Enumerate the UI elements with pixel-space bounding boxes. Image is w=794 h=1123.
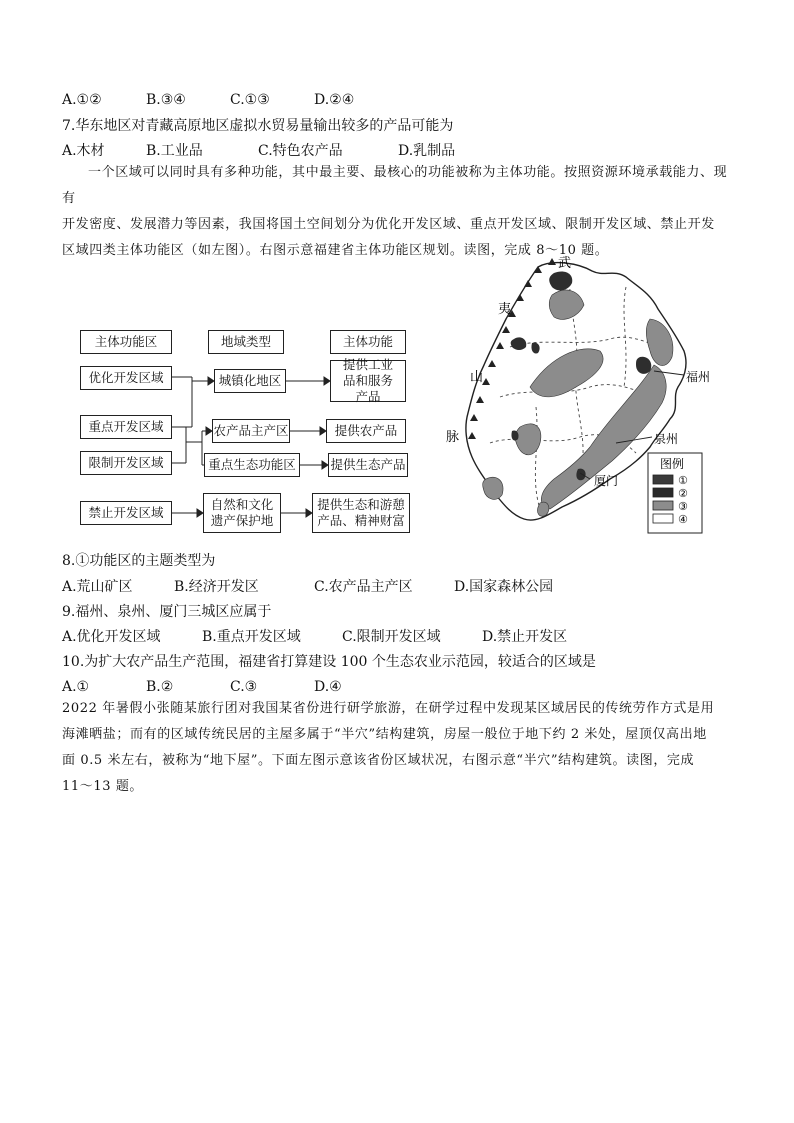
type-heritage: 自然和文化遗产保护地 (203, 493, 281, 533)
legend-mark-3: ③ (678, 500, 688, 513)
flowchart-header-type: 地域类型 (208, 330, 284, 354)
intro-8-10-line: 区域四类主体功能区（如左图）。右图示意福建省主体功能区规划。读图，完成 8～10 题。 (62, 243, 609, 258)
function-agricultural: 提供农产品 (326, 419, 406, 443)
q7-stem: 7.华东地区对青藏高原地区虚拟水贸易量输出较多的产品可能为 (62, 118, 454, 134)
q6-option-b: B.③④ (146, 92, 186, 108)
q8-option-c: C.农产品主产区 (314, 579, 413, 595)
figure-8-10 (62, 247, 732, 537)
function-ecological: 提供生态产品 (328, 453, 408, 477)
q7-option-b: B.工业品 (146, 143, 203, 159)
legend-mark-2: ② (678, 487, 688, 500)
fujian-map (440, 247, 730, 537)
zone-prohibited: 禁止开发区域 (80, 501, 172, 525)
flowchart-header-function: 主体功能 (330, 330, 406, 354)
legend-mark-1: ① (678, 474, 688, 487)
map-legend (648, 453, 702, 533)
q6-option-c: C.①③ (230, 92, 270, 108)
intro-8-10-line: 一个区域可以同时具有多种功能，其中最主要、最核心的功能被称为主体功能。按照资源环境承载能力、现有 (62, 165, 728, 206)
q7-option-c: C.特色农产品 (258, 143, 343, 159)
q6-option-d: D.②④ (314, 92, 355, 108)
mountain-label-char: 夷 (498, 302, 512, 317)
mountain-label-char: 脉 (446, 430, 460, 445)
q9-stem: 9.福州、泉州、厦门三城区应属于 (62, 604, 272, 620)
legend-title: 图例 (660, 457, 685, 471)
q9-option-a: A.优化开发区域 (62, 629, 161, 645)
zone-optimized: 优化开发区域 (80, 366, 172, 390)
type-urban: 城镇化地区 (214, 369, 286, 393)
intro-11-13-line: 面 0.5 米左右，被称为“地下屋”。下面左图示意该省份区域状况，右图示意“半穴”结构建筑。读图，完成 (62, 753, 695, 768)
intro-8-10-line: 开发密度、发展潜力等因素，我国将国土空间划分为优化开发区域、重点开发区域、限制开发区域、禁止开发 (62, 217, 715, 232)
q7-option-d: D.乳制品 (398, 143, 456, 159)
q10-option-d: D.④ (314, 679, 342, 695)
q10-option-c: C.③ (230, 679, 258, 695)
q10-option-b: B.② (146, 679, 174, 695)
flowchart-header-zone: 主体功能区 (80, 330, 172, 354)
intro-11-13-line: 11～13 题。 (62, 779, 144, 794)
q8-stem: 8.①功能区的主题类型为 (62, 553, 216, 569)
intro-11-13-line: 海滩晒盐；而有的区域传统民居的主屋多属于“半穴”结构建筑，房屋一般位于地下约 2 米处，屋顶仅高出地 (62, 727, 707, 742)
intro-11-13-line: 2022 年暑假小张随某旅行团对我国某省份进行研学旅游，在研学过程中发现某区域居民的传统劳作方式是用 (62, 701, 715, 716)
q8-option-b: B.经济开发区 (174, 579, 259, 595)
q8-option-d: D.国家森林公园 (454, 579, 554, 595)
q8-option-a: A.荒山矿区 (62, 579, 133, 595)
q9-option-c: C.限制开发区域 (342, 629, 441, 645)
q10-option-a: A.① (62, 679, 90, 695)
q9-option-b: B.重点开发区域 (202, 629, 301, 645)
city-label-fuzhou: 福州 (686, 370, 711, 384)
function-industrial: 提供工业品和服务产品 (330, 360, 406, 402)
q10-stem: 10.为扩大农产品生产范围，福建省打算建设 100 个生态农业示范园，较适合的区域是 (62, 654, 596, 670)
zone-restricted: 限制开发区域 (80, 451, 172, 475)
zone-key: 重点开发区域 (80, 415, 172, 439)
mountain-label-char: 武 (558, 256, 572, 271)
q9-option-d: D.禁止开发区 (482, 629, 568, 645)
type-agricultural: 农产品主产区 (212, 419, 290, 443)
q7-option-a: A.木材 (62, 143, 105, 159)
function-recreational: 提供生态和游憩产品、精神财富 (312, 493, 410, 533)
city-label-quanzhou: 泉州 (654, 432, 679, 446)
mountain-label-char: 山 (470, 370, 484, 385)
intro-paragraph-11-13 (62, 696, 734, 800)
q6-option-a: A.①② (62, 92, 102, 108)
type-ecological: 重点生态功能区 (204, 453, 300, 477)
legend-mark-4: ④ (678, 513, 688, 526)
city-label-xiamen: 厦门 (594, 474, 619, 488)
